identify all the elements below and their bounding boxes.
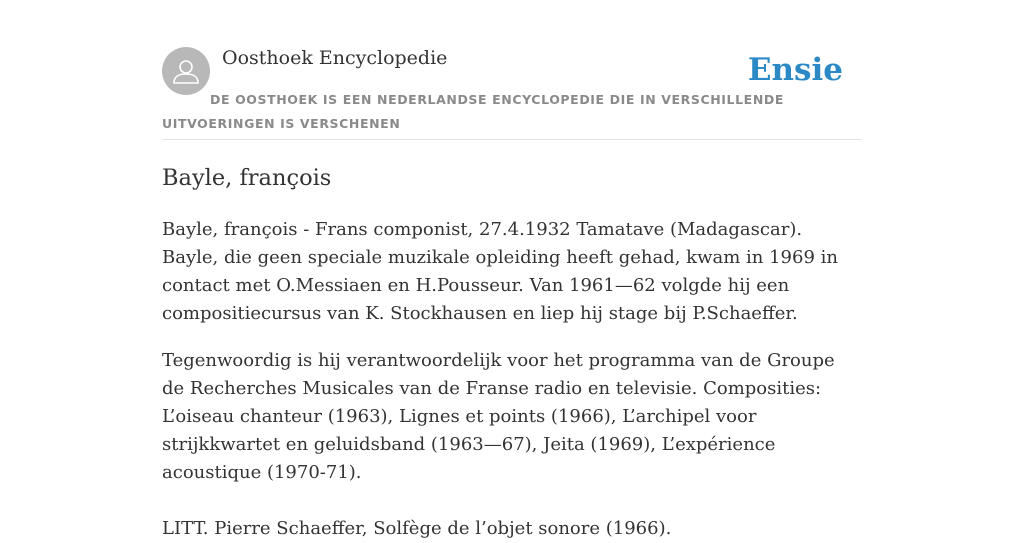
article-title: Bayle, françois	[162, 165, 332, 191]
site-header	[162, 46, 862, 140]
article-paragraph-2: Tegenwoordig is hij verantwoordelijk voor het programma van de Groupe de Recherches Musicales van de Franse radio en televisie. Composities: L’oiseau chanteur (1963), Lignes et points (1966), L’archipel voor strijkkwartet en geluidsband (1963—67), Jeita (1969), L’expérience acoustique (1970-71).	[162, 350, 835, 483]
article	[162, 160, 862, 543]
brand-logo[interactable]: Ensie	[747, 52, 843, 88]
article-paragraph-1: Bayle, françois - Frans componist, 27.4.1932 Tamatave (Madagascar). Bayle, die geen speciale muzikale opleiding heeft gehad, kwam in 1969 in contact met O.Messiaen en H.Pousseur. Van 1961—62 volgde hij een compositiecursus van K. Stockhausen en liep hij stage bij P.Schaeffer.	[162, 219, 838, 324]
article-literature: LITT. Pierre Schaeffer, Solfège de l’objet sonore (1966).	[162, 518, 672, 539]
site-name[interactable]: Oosthoek Encyclopedie	[222, 47, 448, 69]
site-tagline: DE OOSTHOEK IS EEN NEDERLANDSE ENCYCLOPEDIE DIE IN VERSCHILLENDE UITVOERINGEN IS VERSCHENEN	[162, 92, 784, 131]
